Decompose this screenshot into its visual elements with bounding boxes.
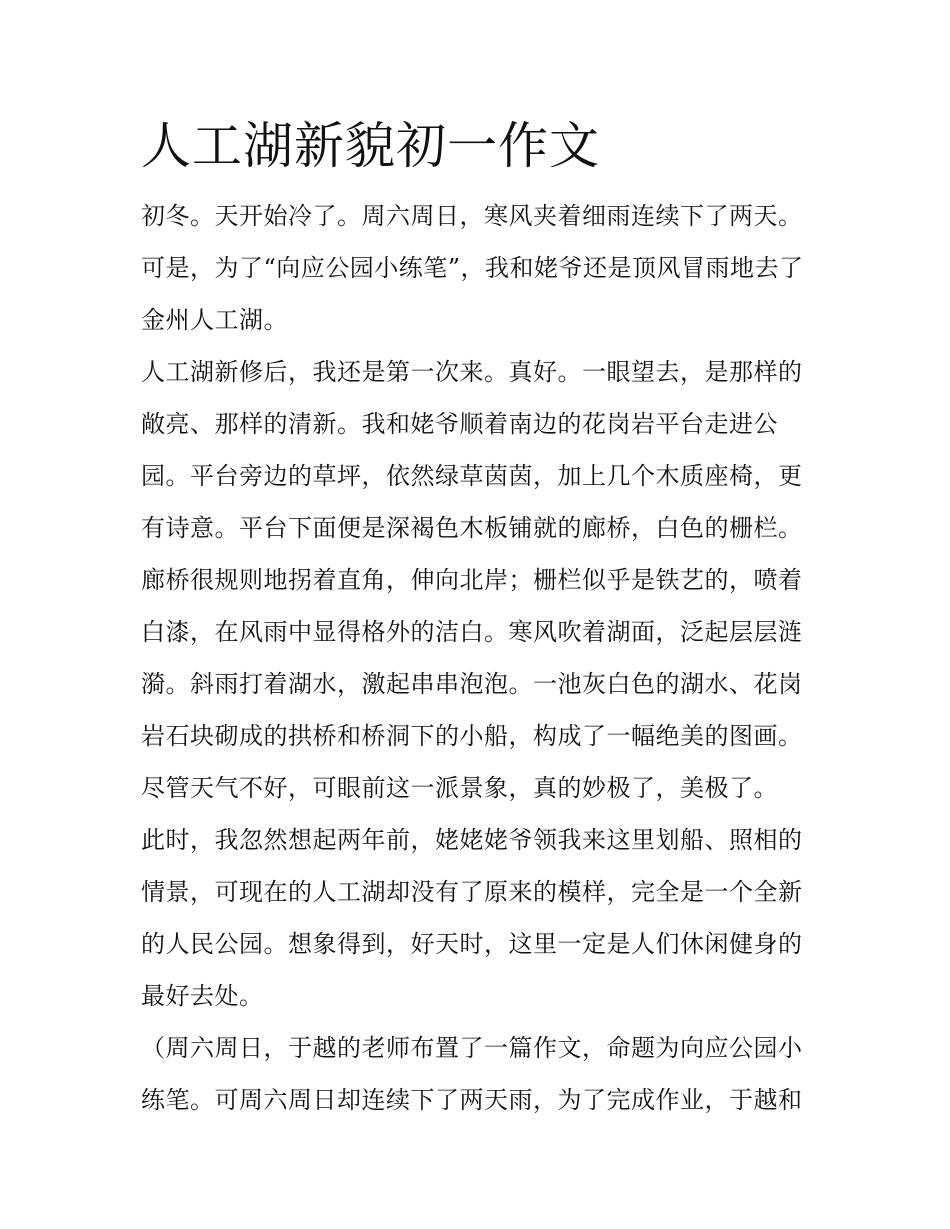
body-line: 园。平台旁边的草坪，依然绿草茵茵，加上几个木质座椅，更 xyxy=(141,462,803,490)
body-line: 人工湖新修后，我还是第一次来。真好。一眼望去，是那样的 xyxy=(141,358,803,386)
body-line: 岩石块砌成的拱桥和桥洞下的小船，构成了一幅绝美的图画。 xyxy=(141,722,803,750)
body-line: 可是，为了“向应公园小练笔”，我和姥爷还是顶风冒雨地去了 xyxy=(141,254,804,282)
body-line: 练笔。可周六周日却连续下了两天雨，为了完成作业，于越和 xyxy=(141,1086,803,1114)
body-line: 有诗意。平台下面便是深褐色木板铺就的廊桥，白色的栅栏。 xyxy=(141,514,803,542)
body-line: 最好去处。 xyxy=(141,982,264,1010)
document-title: 人工湖新貌初一作文 xyxy=(141,117,600,175)
body-line: 尽管天气不好，可眼前这一派景象，真的妙极了，美极了。 xyxy=(141,774,778,802)
body-line: （周六周日，于越的老师布置了一篇作文，命题为向应公园小 xyxy=(141,1034,803,1062)
body-line: 情景，可现在的人工湖却没有了原来的模样，完全是一个全新 xyxy=(141,878,803,906)
document-body xyxy=(141,190,821,1126)
body-line: 白漆，在风雨中显得格外的洁白。寒风吹着湖面，泛起层层涟 xyxy=(141,618,803,646)
body-line: 漪。斜雨打着湖水，激起串串泡泡。一池灰白色的湖水、花岗 xyxy=(141,670,803,698)
body-line: 此时，我忽然想起两年前，姥姥姥爷领我来这里划船、照相的 xyxy=(141,826,803,854)
body-line: 廊桥很规则地拐着直角，伸向北岸；栅栏似乎是铁艺的，喷着 xyxy=(141,566,803,594)
body-line: 金州人工湖。 xyxy=(141,306,288,334)
body-line: 初冬。天开始冷了。周六周日，寒风夹着细雨连续下了两天。 xyxy=(141,202,803,230)
document-page xyxy=(141,116,821,1126)
body-line: 的人民公园。想象得到，好天时，这里一定是人们休闲健身的 xyxy=(141,930,803,958)
body-line: 敞亮、那样的清新。我和姥爷顺着南边的花岗岩平台走进公 xyxy=(141,410,778,438)
